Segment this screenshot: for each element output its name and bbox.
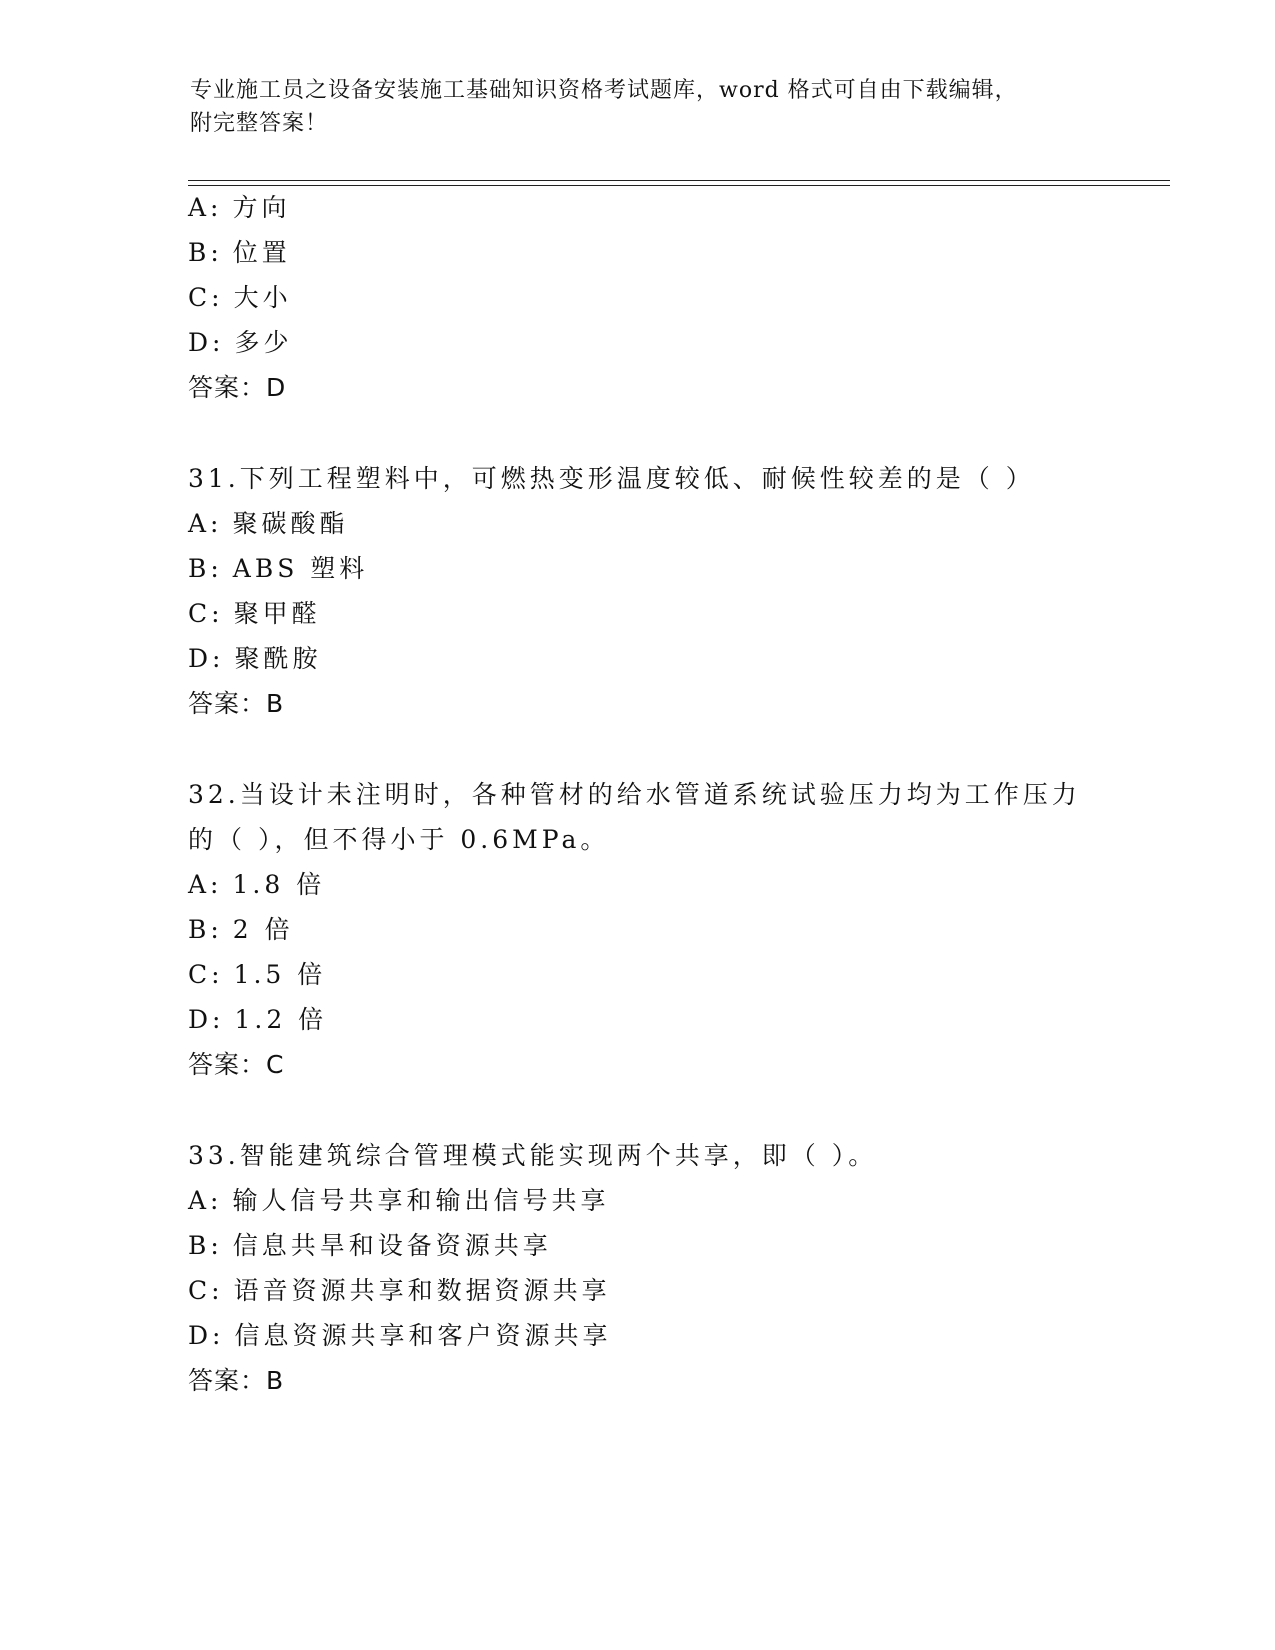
q31-answer: 答案：B (188, 689, 285, 718)
q33-option-c (188, 1275, 611, 1307)
q32-option-b (188, 914, 294, 946)
q32-question-line-2: 的（ ），但不得小于 0.6MPa。 (188, 825, 610, 854)
option-text: ABS 塑料 (232, 554, 369, 583)
q30-option-b (188, 237, 291, 269)
option-label: A: (188, 870, 223, 899)
q32-option-c (188, 959, 326, 991)
q30-option-c (188, 282, 292, 314)
option-label: A: (188, 193, 223, 222)
header-line-1: 专业施工员之设备安装施工基础知识资格考试题库，word 格式可自由下载编辑， (190, 78, 1018, 103)
option-label: D: (188, 1321, 225, 1350)
option-label: B: (188, 1231, 223, 1260)
option-text: 位置 (232, 238, 291, 267)
option-text: 方向 (232, 193, 291, 222)
option-label: B: (188, 554, 223, 583)
option-text: 语音资源共享和数据资源共享 (233, 1276, 611, 1305)
document-header (190, 74, 1090, 140)
option-label: C: (188, 960, 224, 989)
option-label: D: (188, 1005, 225, 1034)
option-text: 输人信号共享和输出信号共享 (232, 1186, 610, 1215)
q30-option-d (188, 327, 292, 359)
q33-option-d (188, 1320, 611, 1352)
option-label: B: (188, 238, 223, 267)
header-line-2: 附完整答案！ (190, 111, 329, 136)
option-text: 信息共旱和设备资源共享 (232, 1231, 552, 1260)
q32-answer: 答案：C (188, 1050, 285, 1079)
q33-option-b (188, 1230, 552, 1262)
option-text: 1.5 倍 (233, 960, 327, 989)
option-text: 1.2 倍 (234, 1005, 328, 1034)
q33-question: 33.智能建筑综合管理模式能实现两个共享，即（ ）。 (188, 1141, 878, 1170)
q31-option-c (188, 598, 321, 630)
option-label: A: (188, 509, 223, 538)
option-text: 多少 (234, 328, 293, 357)
option-label: C: (188, 599, 224, 628)
option-text: 聚碳酸酯 (232, 509, 349, 538)
option-label: C: (188, 1276, 224, 1305)
q31-option-d (188, 643, 321, 675)
option-text: 1.8 倍 (232, 870, 326, 899)
q30-answer: 答案：D (188, 373, 287, 402)
option-text: 聚甲醛 (233, 599, 321, 628)
q32-option-d (188, 1004, 327, 1036)
q33-answer: 答案：B (188, 1366, 285, 1395)
option-label: D: (188, 328, 225, 357)
option-label: C: (188, 283, 224, 312)
option-label: D: (188, 644, 225, 673)
header-rule-top (188, 180, 1170, 181)
option-text: 聚酰胺 (234, 644, 322, 673)
q32-option-a (188, 869, 325, 901)
option-text: 信息资源共享和客户资源共享 (234, 1321, 612, 1350)
option-label: A: (188, 1186, 223, 1215)
q32-question-line-1: 32.当设计未注明时，各种管材的给水管道系统试验压力均为工作压力 (188, 780, 1081, 809)
q31-question: 31.下列工程塑料中，可燃热变形温度较低、耐候性较差的是（ ） (188, 464, 1035, 493)
option-label: B: (188, 915, 223, 944)
option-text: 大小 (233, 283, 292, 312)
q31-option-b (188, 553, 368, 585)
q33-option-a (188, 1185, 610, 1217)
header-rule-bottom (188, 185, 1170, 186)
q30-option-a (188, 192, 291, 224)
option-text: 2 倍 (232, 915, 294, 944)
q31-option-a (188, 508, 349, 540)
